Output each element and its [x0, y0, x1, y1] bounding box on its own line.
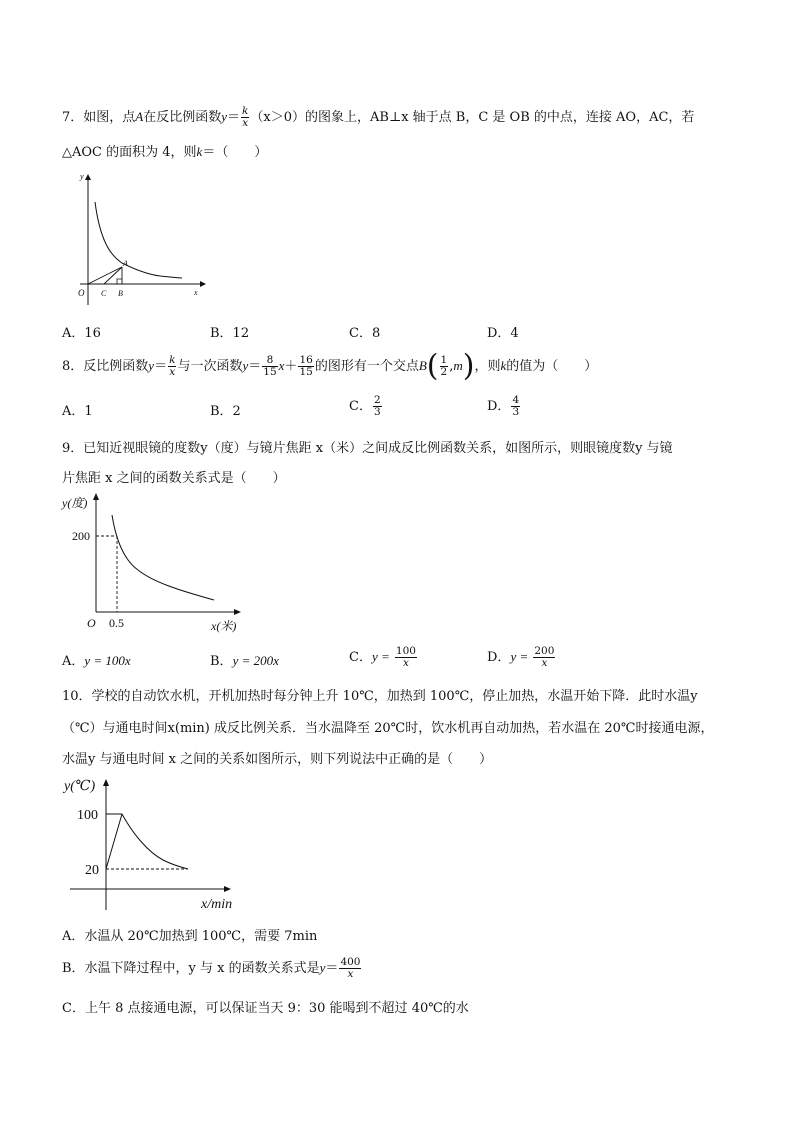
- q9-x-arrow: [234, 609, 241, 615]
- q7-right-angle-mark: [117, 279, 122, 284]
- q7-label-A: A: [123, 259, 128, 268]
- q10-option-a[interactable]: A．水温从 20℃加热到 100℃，需要 7min: [62, 929, 318, 944]
- q10-x-arrow: [224, 886, 231, 892]
- q7-y-arrow: [85, 174, 91, 180]
- q7-label-B: B: [118, 289, 123, 298]
- q7-x-arrow: [200, 281, 206, 287]
- q10-graph: [58, 772, 248, 912]
- q9-line1: 9．已知近视眼镜的度数y（度）与镜片焦距 x（米）之间成反比例函数关系，如图所示，则眼镜度数y 与镜: [62, 441, 673, 456]
- q7-label-C: C: [101, 289, 107, 298]
- q8-8-over-15: $\frac{8}{15}$: [263, 353, 277, 378]
- q7-line2: △AOC 的面积为 4，则k＝（ ）: [62, 144, 268, 160]
- q9-option-b[interactable]: B．y = 200x: [210, 653, 279, 669]
- q8-half: $\frac{1}{2}$: [440, 353, 448, 378]
- q10-option-b[interactable]: B．水温下降过程中，y 与 x 的函数关系式是y＝ $\frac{400}{x}$: [62, 955, 361, 980]
- q9-graph: [58, 490, 248, 635]
- q7-label-x: x: [194, 288, 198, 297]
- q10-label-100: 100: [77, 808, 98, 823]
- q8-option-a[interactable]: A．1: [62, 404, 93, 419]
- q8-16-over-15: $\frac{16}{15}$: [299, 353, 313, 378]
- q7-hyperbola: [95, 202, 182, 278]
- q8-line1: 8．反比例函数y＝ $\frac{k}{x}$ 与一次函数y＝ $\frac{8}{15}$ x＋ $\frac{16}{15}$ 的图形有一个交点B( $\frac{1}{2}$ ,m)，则k的值为（ ）: [62, 348, 598, 384]
- q10-line3: 水温y 与通电时间 x 之间的关系如图所示，则下列说法中正确的是（ ）: [62, 752, 493, 767]
- q7-option-d[interactable]: D．4: [487, 326, 519, 341]
- q10-line2: （℃）与通电时间x(min) 成反比例关系．当水温降至 20℃时，饮水机再自动加热，若水温在 20℃时接通电源，: [62, 721, 714, 736]
- q7-option-c[interactable]: C．8: [349, 326, 381, 341]
- k-over-x-fraction: $\frac{k}{x}$: [242, 104, 249, 129]
- q7-graph: [70, 170, 210, 305]
- q9-label-x: x(米): [211, 619, 237, 633]
- q10-line1: 10．学校的自动饮水机，开机加热时每分钟上升 10℃，加热到 100℃，停止加热，水温开始下降．此时水温y: [62, 689, 698, 704]
- q10-y-arrow: [103, 779, 109, 786]
- q8-option-d[interactable]: D． $\frac{4}{3}$: [487, 393, 520, 418]
- q10-label-y: y(℃): [64, 779, 96, 794]
- q9-line2: 片焦距 x 之间的函数关系式是（ ）: [62, 471, 286, 486]
- q9-option-a[interactable]: A．y = 100x: [62, 653, 131, 669]
- q7-line1: 7．如图，点A在反比例函数y＝ $\frac{k}{x}$ （x＞0）的图象上，AB⊥x 轴于点 B，C 是 OB 的中点，连接 AO，AC，若: [62, 104, 695, 129]
- q9-label-y: y(度): [62, 496, 88, 510]
- q10-label-20: 20: [85, 863, 99, 878]
- q9-hyperbola: [112, 515, 214, 600]
- q8-option-c[interactable]: C． $\frac{2}{3}$: [349, 393, 381, 418]
- q7-option-b[interactable]: B．12: [210, 326, 250, 341]
- q8-option-b[interactable]: B．2: [210, 404, 241, 419]
- q9-label-200: 200: [72, 529, 90, 543]
- q8-left-paren: (: [426, 348, 439, 384]
- q9-label-05: 0.5: [109, 616, 124, 630]
- q7-label-y: y: [80, 172, 84, 181]
- q9-y-arrow: [93, 493, 99, 500]
- q8-right-paren: ): [462, 348, 475, 384]
- q7-line-AC: [104, 267, 122, 284]
- q10-heating-segment: [106, 814, 122, 869]
- q9-option-c[interactable]: C．y = $\frac{100}{x}$: [349, 644, 416, 669]
- q10-cooling-curve: [122, 814, 188, 869]
- q9-option-d[interactable]: D．y = $\frac{200}{x}$: [487, 644, 555, 669]
- q8-k-over-x: $\frac{k}{x}$: [169, 353, 176, 378]
- q7-label-O: O: [78, 288, 85, 298]
- q10-label-x: x/min: [201, 897, 233, 912]
- q7-option-a[interactable]: A．16: [62, 326, 101, 341]
- q10-option-c[interactable]: C．上午 8 点接通电源，可以保证当天 9：30 能喝到不超过 40℃的水: [62, 1001, 469, 1016]
- q9-label-O: O: [87, 616, 96, 630]
